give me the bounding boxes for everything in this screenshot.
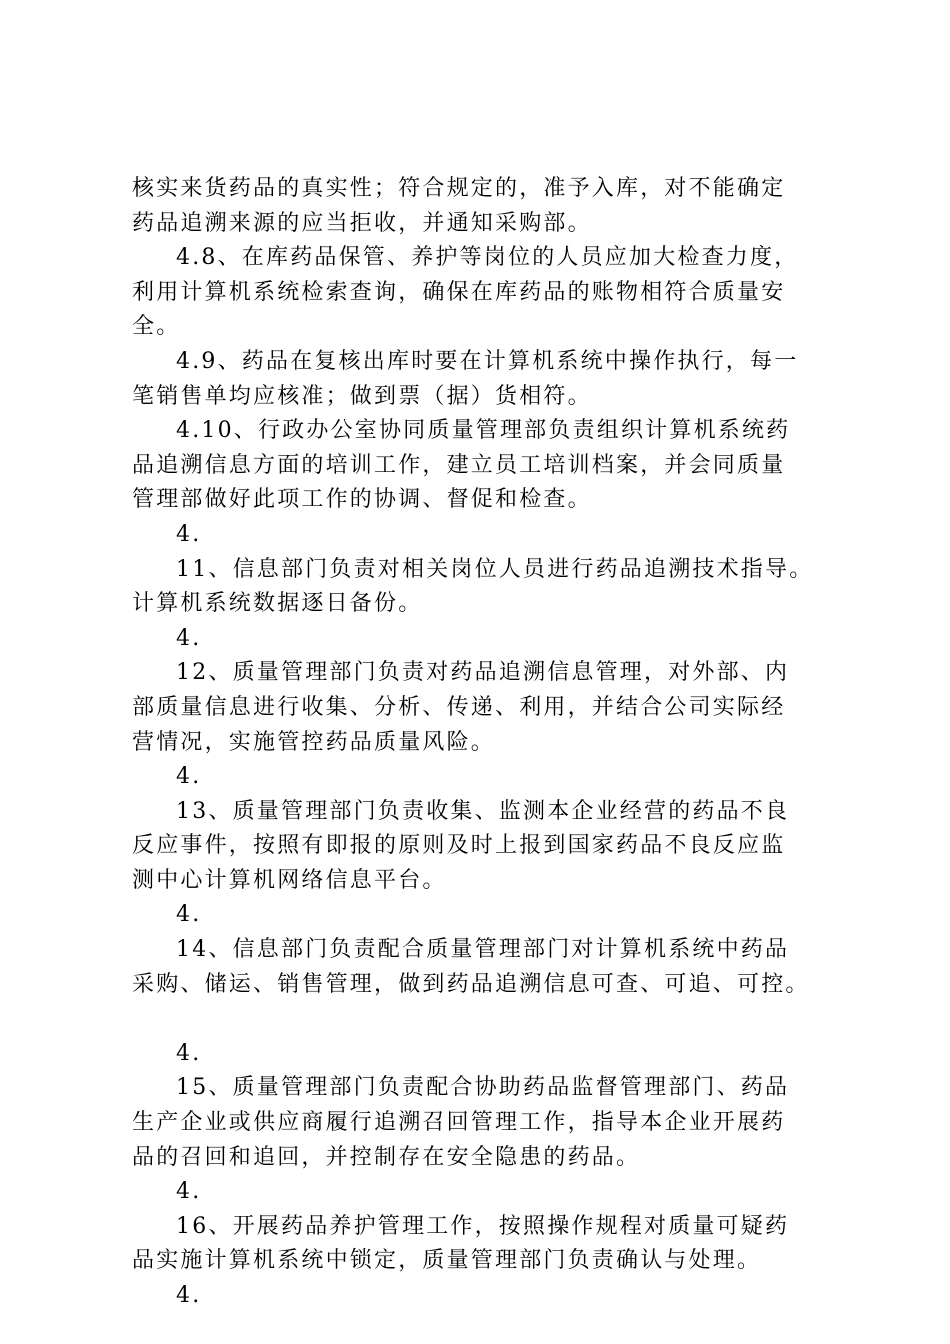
section-number: 4. [176,902,202,928]
text-line: 11、信息部门负责对相关岗位人员进行药品追溯技术指导。 [176,556,814,582]
text-line: 14、信息部门负责配合质量管理部门对计算机系统中药品 [176,937,790,963]
text-line: 营情况，实施管控药品质量风险。 [132,729,496,755]
section-number: 4. [176,625,202,651]
text-line: 品实施计算机系统中锁定，质量管理部门负责确认与处理。 [132,1248,762,1274]
text-line: 4.9、药品在复核出库时要在计算机系统中操作执行，每一 [176,348,799,374]
text-line: 笔销售单均应核准；做到票（据）货相符。 [132,383,592,409]
text-line: 生产企业或供应商履行追溯召回管理工作，指导本企业开展药 [132,1110,786,1136]
text-line: 12、质量管理部门负责对药品追溯信息管理，对外部、内 [176,660,790,686]
text-line: 15、质量管理部门负责配合协助药品监督管理部门、药品 [176,1075,790,1101]
text-line: 全。 [132,314,181,340]
section-number: 4. [176,1040,202,1066]
text-line: 16、开展药品养护管理工作，按照操作规程对质量可疑药 [176,1213,790,1239]
text-line: 品追溯信息方面的培训工作，建立员工培训档案，并会同质量 [132,452,786,478]
text-line: 13、质量管理部门负责收集、监测本企业经营的药品不良 [176,798,790,824]
section-number: 4. [176,521,202,547]
text-line: 测中心计算机网络信息平台。 [132,867,447,893]
text-line: 利用计算机系统检索查询，确保在库药品的账物相符合质量安 [132,279,786,305]
text-line: 管理部做好此项工作的协调、督促和检查。 [132,487,592,513]
text-line: 反应事件，按照有即报的原则及时上报到国家药品不良反应监 [132,833,786,859]
text-line: 4.10、行政办公室协同质量管理部负责组织计算机系统药 [176,418,791,444]
text-line: 核实来货药品的真实性；符合规定的，准予入库，对不能确定 [132,176,786,201]
text-line: 计算机系统数据逐日备份。 [132,591,423,617]
document-body [132,172,844,1314]
text-line: 药品追溯来源的应当拒收，并通知采购部。 [132,210,592,236]
section-number: 4. [176,1179,202,1205]
text-line: 采购、储运、销售管理，做到药品追溯信息可查、可追、可控。 [132,971,810,997]
blank-line [132,1002,844,1037]
text-line: 品的召回和追回，并控制存在安全隐患的药品。 [132,1144,641,1170]
section-number: 4. [176,764,202,790]
section-number: 4. [176,1283,202,1308]
text-line: 4.8、在库药品保管、养护等岗位的人员应加大检查力度， [176,245,799,271]
text-line: 部质量信息进行收集、分析、传递、利用，并结合公司实际经 [132,694,786,720]
